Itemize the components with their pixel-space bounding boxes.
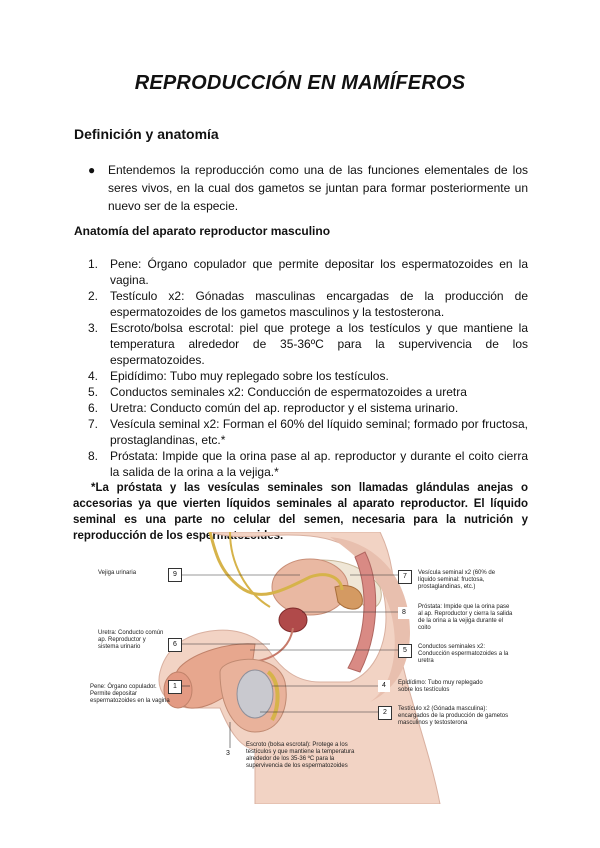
- label-epididymis: Epidídimo: Tubo muy replegado sobre los testículos: [398, 680, 483, 693]
- label-penis: Pene: Órgano copulador. Permite depositar espermatozoides en la vagina: [90, 684, 170, 704]
- label-testis: Testículo x2 (Gónada masculina): encargados de la producción de gametos masculinos y testosterona: [398, 706, 509, 726]
- bullet-dot: ●: [88, 163, 96, 177]
- marker-9: 9: [168, 568, 182, 582]
- label-scrotum: Escroto (bolsa escrotal): Protege a los testículos y que mantiene la temperatura alrededor de los 35-36 ºC para la supervivencia de los espermatozoides: [246, 742, 355, 769]
- marker-3: 3: [222, 748, 234, 760]
- page-title: REPRODUCCIÓN EN MAMÍFEROS: [134, 72, 466, 94]
- list-item: [72, 320, 528, 368]
- list-item: [72, 368, 528, 384]
- definition-text: Entendemos la reproducción como una de las funciones elementales de los seres vivos, en la cual dos gametos se juntan para formar posteriormente un nuevo ser de la especie.: [108, 163, 528, 213]
- item-number: 3.: [88, 321, 99, 335]
- item-text: Uretra: Conducto común del ap. reproductor y el sistema urinario.: [110, 401, 459, 415]
- item-number: 2.: [88, 289, 99, 303]
- label-seminal-vesicle: Vesícula seminal x2 (60% de líquido seminal: fructosa, prostaglandinas, etc.): [418, 570, 496, 590]
- list-item: [72, 256, 528, 288]
- anatomy-list: [72, 256, 528, 480]
- marker-8: 8: [398, 607, 410, 619]
- item-text: Vesícula seminal x2: Forman el 60% del líquido seminal; formado por fructosa, prostaglandinas, etc.*: [110, 417, 528, 447]
- anatomy-figure: [80, 532, 540, 804]
- marker-4: 4: [378, 680, 390, 692]
- item-text: Conductos seminales x2: Conducción de espermatozoides a uretra: [110, 385, 467, 399]
- list-item: [72, 288, 528, 320]
- marker-6: 6: [168, 638, 182, 652]
- marker-1: 1: [168, 680, 182, 694]
- item-text: Próstata: Impide que la orina pase al ap. reproductor y durante el coito cierra la salida de la orina a la vejiga.*: [110, 449, 528, 479]
- item-number: 4.: [88, 369, 99, 383]
- marker-5: 5: [398, 644, 412, 658]
- item-number: 8.: [88, 449, 99, 463]
- marker-7: 7: [398, 570, 412, 584]
- section-heading-anatomy: Anatomía del aparato reproductor masculino: [74, 224, 331, 238]
- definition-bullet: [88, 161, 528, 215]
- label-seminal-ducts: Conductos seminales x2: Conducción espermatozoides a la uretra: [418, 644, 509, 664]
- item-text: Epidídimo: Tubo muy replegado sobre los testículos.: [110, 369, 389, 383]
- label-prostate: Próstata: Impide que la orina pase al ap. Reproductor y cierra la salida de la orina a la vejiga durante el coito: [418, 604, 513, 631]
- label-urethra: Uretra: Conducto común ap. Reproductor y sistema urinario: [98, 630, 164, 650]
- item-number: 7.: [88, 417, 99, 431]
- item-number: 6.: [88, 401, 99, 415]
- list-item: [72, 384, 528, 400]
- item-number: 5.: [88, 385, 99, 399]
- list-item: [72, 448, 528, 480]
- item-text: Pene: Órgano copulador que permite depositar los espermatozoides en la vagina.: [110, 257, 528, 287]
- marker-2: 2: [378, 706, 392, 720]
- item-number: 1.: [88, 257, 99, 271]
- section-heading-definition: Definición y anatomía: [74, 126, 219, 142]
- list-item: [72, 400, 528, 416]
- label-bladder: Vejiga urinaria: [98, 570, 137, 576]
- item-text: Escroto/bolsa escrotal: piel que protege a los testículos y que mantiene la temperatura alrededor de 35-36ºC para la supervivencia de los espermatozoides.: [110, 321, 528, 367]
- footnote-text: *La próstata y las vesículas seminales son llamadas glándulas anejas o accesorias ya que vierten líquidos seminales al aparato reproductor. El líquido seminal es una parte no celular del semen, necesaria para la nutrición y reproducción de los espermatozoides.: [73, 482, 528, 542]
- list-item: [72, 416, 528, 448]
- item-text: Testículo x2: Gónadas masculinas encargadas de la producción de espermatozoides de los gametos masculinos y la testosterona.: [110, 289, 528, 319]
